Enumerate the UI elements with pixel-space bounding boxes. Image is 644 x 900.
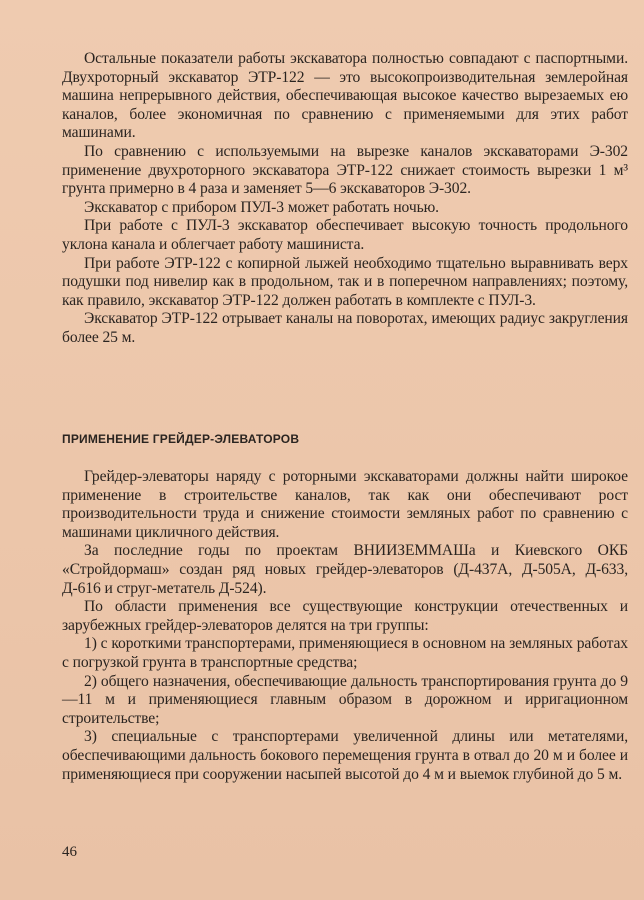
paragraph: По сравнению с используемыми на вырезке каналов экскаваторами Э-302 применение двухроторного экскаватора ЭТР-122 снижает стоимость вырезки 1 м³ грунта примерно в 4 раза и заменяет 5—6 экскаваторов Э-302. xyxy=(62,142,628,198)
text-block-grader-elevators xyxy=(62,468,628,784)
list-item: 3) специальные с транспортерами увеличенной длины или метателями, обеспечивающими дальность бокового перемещения грунта в отвал до 20 м и более и применяющиеся при сооружении насыпей высотой до 4 м и выемок глубиной до 5 м. xyxy=(62,728,628,783)
list-item: 2) общего назначения, обеспечивающие дальность транспортирования грунта до 9—11 м и применяющиеся главным образом в дорожном и ирригационном строительстве; xyxy=(62,672,628,727)
paragraph: При работе ЭТР-122 с копирной лыжей необходимо тщательно выравнивать верх подушки под нивелир как в продольном, так и в поперечном направлениях; поэтому, как правило, экскаватор ЭТР-122 должен работать в комплекте с ПУЛ-3. xyxy=(62,254,628,309)
paragraph: Экскаватор ЭТР-122 отрывает каналы на поворотах, имеющих радиус закругления более 25 м. xyxy=(62,310,628,346)
paragraph: По области применения все существующие конструкции отечественных и зарубежных грейдер-элеваторов делятся на три группы: xyxy=(62,598,628,634)
paragraph: Грейдер-элеваторы наряду с роторными экскаваторами должны найти широкое применение в строительстве каналов, так как они обеспечивают рост производительности труда и снижение стоимости земляных работ по сравнению с машинами цикличного действия. xyxy=(62,468,628,541)
paragraph: Экскаватор с прибором ПУЛ-3 может работать ночью. xyxy=(84,198,439,216)
paragraph: За последние годы по проектам ВНИИЗЕММАШа и Киевского ОКБ «Стройдормаш» создан ряд новых грейдер-элеваторов (Д-437А, Д-505А, Д-633, Д-616 и струг-метатель Д-524). xyxy=(62,542,628,597)
paragraph: При работе с ПУЛ-3 экскаватор обеспечивает высокую точность продольного уклона канала и облегчает работу машиниста. xyxy=(62,217,628,253)
page-number: 46 xyxy=(62,844,77,860)
paragraph: Остальные показатели работы экскаватора полностью совпадают с паспортными. Двухроторный экскаватор ЭТР-122 — это высокопроизводительная землеройная машина непрерывного действия, обеспечивающая высокое качество вырезаемых ею каналов, более экономичная по сравнению с применяемыми для этих работ машинами. xyxy=(62,50,628,142)
section-heading: ПРИМЕНЕНИЕ ГРЕЙДЕР-ЭЛЕВАТОРОВ xyxy=(62,432,300,446)
text-block-intro xyxy=(62,50,628,348)
list-item: 1) с короткими транспортерами, применяющиеся в основном на земляных работах с погрузкой грунта в транспортные средства; xyxy=(62,635,628,671)
